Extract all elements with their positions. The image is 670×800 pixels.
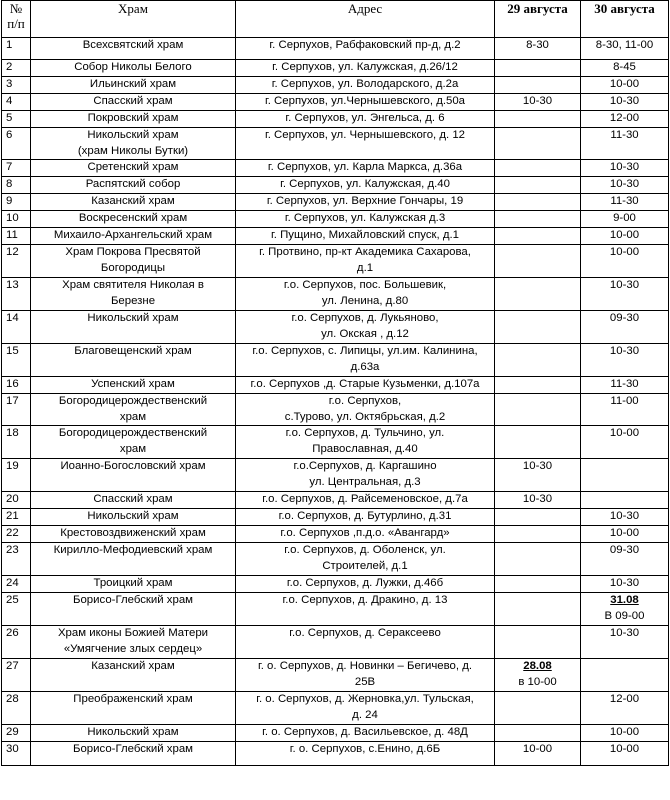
aug30-line: В 09-00 bbox=[604, 609, 645, 622]
cell-church bbox=[31, 177, 236, 194]
church-line: Березне bbox=[110, 294, 156, 307]
aug30-line: 31.08 bbox=[610, 594, 639, 607]
cell-address bbox=[236, 111, 495, 128]
cell-aug29 bbox=[495, 160, 581, 177]
address-line: г.о. Серпухов, bbox=[328, 395, 402, 408]
table-row bbox=[2, 94, 669, 111]
address-line: г. Серпухов, Рабфаковский пр-д, д.2 bbox=[269, 39, 461, 51]
church-line: Воскресенский храм bbox=[78, 212, 188, 225]
cell-aug29 bbox=[495, 394, 581, 426]
aug30-line: 9-00 bbox=[613, 212, 636, 225]
church-line: Казанский храм bbox=[91, 195, 175, 208]
address-line: г.о. Серпухов, д. Лужки, д.46б bbox=[286, 577, 444, 590]
church-line: Борисо-Глебский храм bbox=[72, 594, 193, 607]
cell-church bbox=[31, 194, 236, 211]
table-row bbox=[2, 426, 669, 459]
cell-address bbox=[236, 692, 495, 725]
cell-aug29 bbox=[495, 576, 581, 593]
cell-aug29 bbox=[495, 211, 581, 228]
header-address: Адрес bbox=[236, 1, 495, 38]
address-line: г. Пущино, Михайловский спуск, д.1 bbox=[271, 229, 459, 242]
church-line: Никольский храм bbox=[87, 312, 179, 325]
aug29-line: 8-30 bbox=[526, 39, 549, 51]
cell-aug29 bbox=[495, 344, 581, 377]
table-row bbox=[2, 194, 669, 211]
row-number: 7 bbox=[2, 160, 31, 177]
header-church: Храм bbox=[31, 1, 236, 38]
address-line: г.о. Серпухов, д. Сераксеево bbox=[289, 627, 441, 640]
row-number: 29 bbox=[2, 725, 31, 742]
cell-aug30 bbox=[581, 492, 669, 509]
address-line: г. Серпухов, ул. Карла Маркса, д.36а bbox=[267, 161, 463, 174]
aug30-line: 10-00 bbox=[609, 726, 640, 739]
cell-address bbox=[236, 426, 495, 459]
cell-aug30 bbox=[581, 211, 669, 228]
cell-address bbox=[236, 38, 495, 60]
table-row bbox=[2, 211, 669, 228]
table-row bbox=[2, 626, 669, 659]
cell-church bbox=[31, 394, 236, 426]
table-row bbox=[2, 526, 669, 543]
cell-address bbox=[236, 526, 495, 543]
address-line: ул. Центральная, д.3 bbox=[309, 475, 421, 488]
row-number: 14 bbox=[2, 311, 31, 344]
cell-aug29 bbox=[495, 228, 581, 245]
cell-address bbox=[236, 593, 495, 626]
cell-aug29 bbox=[495, 659, 581, 692]
cell-aug29 bbox=[495, 94, 581, 111]
church-line: Спасский храм bbox=[93, 95, 173, 107]
address-line: г.о. Серпухов, д. Дракино, д. 13 bbox=[282, 594, 448, 607]
aug29-line: 28.08 bbox=[523, 660, 552, 673]
cell-church bbox=[31, 526, 236, 543]
cell-address bbox=[236, 742, 495, 766]
header-aug29: 29 августа bbox=[495, 1, 581, 38]
address-line: д.1 bbox=[356, 261, 374, 274]
cell-church bbox=[31, 626, 236, 659]
cell-aug30 bbox=[581, 278, 669, 311]
table-row bbox=[2, 160, 669, 177]
aug30-line: 10-30 bbox=[609, 627, 640, 640]
table-row bbox=[2, 177, 669, 194]
cell-aug29 bbox=[495, 543, 581, 576]
row-number: 26 bbox=[2, 626, 31, 659]
church-line: Никольский храм bbox=[87, 510, 179, 523]
row-number: 27 bbox=[2, 659, 31, 692]
cell-church bbox=[31, 228, 236, 245]
aug29-line: 10-30 bbox=[522, 493, 553, 506]
address-line: г. Протвино, пр-кт Академика Сахарова, bbox=[259, 246, 471, 259]
table-row bbox=[2, 228, 669, 245]
address-line: г. Серпухов, ул. Энгельса, д. 6 bbox=[285, 112, 445, 124]
cell-address bbox=[236, 278, 495, 311]
row-number: 24 bbox=[2, 576, 31, 593]
church-line: Распятский собор bbox=[85, 178, 181, 191]
address-line: г. о. Серпухов, с.Енино, д.6Б bbox=[289, 743, 441, 756]
cell-address bbox=[236, 60, 495, 77]
cell-church bbox=[31, 77, 236, 94]
address-line: г.о. Серпухов, пос. Большевик, bbox=[283, 279, 447, 292]
table-row bbox=[2, 576, 669, 593]
cell-church bbox=[31, 38, 236, 60]
church-line: Михаило-Архангельский храм bbox=[53, 229, 213, 242]
church-line: Богородицерождественский bbox=[58, 427, 208, 440]
cell-address bbox=[236, 160, 495, 177]
church-line: Никольский храм bbox=[87, 726, 179, 739]
aug30-line: 10-30 bbox=[609, 345, 640, 358]
church-line: Храм Покрова Пресвятой bbox=[65, 246, 201, 259]
address-line: 25В bbox=[354, 675, 376, 688]
cell-aug29 bbox=[495, 509, 581, 526]
aug30-line: 10-30 bbox=[609, 95, 640, 107]
cell-address bbox=[236, 659, 495, 692]
aug30-line: 11-00 bbox=[610, 395, 639, 408]
cell-aug30 bbox=[581, 111, 669, 128]
aug29-line: 10-30 bbox=[522, 95, 553, 107]
cell-aug29 bbox=[495, 742, 581, 766]
address-line: г.о.Серпухов, д. Каргашино bbox=[293, 460, 437, 473]
cell-aug29 bbox=[495, 492, 581, 509]
cell-church bbox=[31, 160, 236, 177]
church-line: Покровский храм bbox=[87, 112, 179, 124]
church-line: Успенский храм bbox=[91, 378, 175, 391]
row-number: 12 bbox=[2, 245, 31, 278]
row-number: 10 bbox=[2, 211, 31, 228]
table-row bbox=[2, 60, 669, 77]
cell-aug29 bbox=[495, 311, 581, 344]
church-line: Благовещенский храм bbox=[74, 345, 192, 358]
table-row bbox=[2, 459, 669, 492]
schedule-table bbox=[1, 0, 669, 766]
row-number: 11 bbox=[2, 228, 31, 245]
row-number: 2 bbox=[2, 60, 31, 77]
church-line: Храм святителя Николая в bbox=[62, 279, 204, 292]
cell-address bbox=[236, 492, 495, 509]
cell-address bbox=[236, 177, 495, 194]
table-row bbox=[2, 38, 669, 60]
cell-address bbox=[236, 311, 495, 344]
table-row bbox=[2, 245, 669, 278]
row-number: 20 bbox=[2, 492, 31, 509]
cell-aug29 bbox=[495, 725, 581, 742]
cell-aug30 bbox=[581, 459, 669, 492]
cell-aug30 bbox=[581, 509, 669, 526]
cell-aug29 bbox=[495, 128, 581, 160]
address-line: г.о. Серпухов, с. Липицы, ул.им. Калинина, bbox=[252, 345, 478, 358]
church-line: Казанский храм bbox=[91, 660, 175, 673]
church-line: Борисо-Глебский храм bbox=[72, 743, 193, 756]
row-number: 16 bbox=[2, 377, 31, 394]
cell-address bbox=[236, 509, 495, 526]
cell-aug30 bbox=[581, 593, 669, 626]
table-row bbox=[2, 492, 669, 509]
address-line: ул. Ленина, д.80 bbox=[321, 294, 409, 307]
aug30-line: 10-00 bbox=[609, 527, 640, 540]
church-line: Богородицерождественский bbox=[58, 395, 208, 408]
cell-church bbox=[31, 111, 236, 128]
cell-aug30 bbox=[581, 128, 669, 160]
cell-aug29 bbox=[495, 692, 581, 725]
aug30-line: 8-30, 11-00 bbox=[595, 39, 654, 51]
table-row bbox=[2, 311, 669, 344]
cell-church bbox=[31, 426, 236, 459]
address-line: г. Серпухов, ул. Калужская д.3 bbox=[284, 212, 446, 225]
aug30-line: 12-00 bbox=[609, 693, 640, 706]
church-line: Храм иконы Божией Матери bbox=[57, 627, 209, 640]
aug30-line: 10-00 bbox=[609, 78, 640, 90]
cell-church bbox=[31, 245, 236, 278]
aug30-line: 10-00 bbox=[609, 743, 640, 756]
cell-aug30 bbox=[581, 742, 669, 766]
cell-church bbox=[31, 344, 236, 377]
church-line: Иоанно-Богословский храм bbox=[60, 460, 206, 473]
cell-address bbox=[236, 626, 495, 659]
cell-address bbox=[236, 228, 495, 245]
cell-address bbox=[236, 77, 495, 94]
row-number: 23 bbox=[2, 543, 31, 576]
address-line: д. 24 bbox=[352, 708, 378, 721]
row-number: 9 bbox=[2, 194, 31, 211]
aug29-line: в 10-00 bbox=[518, 675, 557, 688]
aug30-line: 10-00 bbox=[609, 229, 640, 242]
cell-aug30 bbox=[581, 543, 669, 576]
cell-aug30 bbox=[581, 692, 669, 725]
cell-aug30 bbox=[581, 60, 669, 77]
address-line: с.Турово, ул. Октябрьская, д.2 bbox=[284, 410, 446, 423]
row-number: 30 bbox=[2, 742, 31, 766]
cell-aug30 bbox=[581, 38, 669, 60]
cell-address bbox=[236, 245, 495, 278]
header-row bbox=[2, 1, 669, 38]
cell-church bbox=[31, 543, 236, 576]
aug30-line: 10-30 bbox=[609, 279, 640, 292]
cell-church bbox=[31, 725, 236, 742]
cell-aug30 bbox=[581, 426, 669, 459]
table-row bbox=[2, 111, 669, 128]
aug30-line: 11-30 bbox=[610, 378, 639, 391]
cell-aug30 bbox=[581, 377, 669, 394]
table-row bbox=[2, 725, 669, 742]
cell-aug30 bbox=[581, 659, 669, 692]
cell-aug29 bbox=[495, 626, 581, 659]
address-line: г. Серпухов, ул.Чернышевского, д.50а bbox=[264, 95, 466, 107]
cell-aug30 bbox=[581, 725, 669, 742]
cell-aug29 bbox=[495, 60, 581, 77]
table-row bbox=[2, 344, 669, 377]
cell-aug29 bbox=[495, 111, 581, 128]
aug30-line: 10-30 bbox=[609, 178, 640, 191]
address-line: г. о. Серпухов, д. Жерновка,ул. Тульская, bbox=[256, 693, 474, 706]
church-line: Ильинский храм bbox=[89, 78, 177, 90]
address-line: г.о. Серпухов ,д. Старые Кузьменки, д.107а bbox=[250, 378, 480, 391]
address-line: г.о. Серпухов, д. Лукьяново, bbox=[291, 312, 439, 325]
table-row bbox=[2, 543, 669, 576]
cell-church bbox=[31, 211, 236, 228]
table-row bbox=[2, 509, 669, 526]
church-line: Спасский храм bbox=[93, 493, 173, 506]
cell-aug30 bbox=[581, 245, 669, 278]
table-row bbox=[2, 377, 669, 394]
table-row bbox=[2, 692, 669, 725]
church-line: Никольский храм bbox=[87, 129, 179, 141]
church-line: храм bbox=[119, 442, 147, 455]
address-line: г. Серпухов, ул. Чернышевского, д. 12 bbox=[264, 129, 466, 141]
cell-address bbox=[236, 128, 495, 160]
row-number: 15 bbox=[2, 344, 31, 377]
cell-aug29 bbox=[495, 38, 581, 60]
cell-aug29 bbox=[495, 459, 581, 492]
cell-aug30 bbox=[581, 394, 669, 426]
cell-address bbox=[236, 344, 495, 377]
address-line: г. о. Серпухов, д. Васильевское, д. 48Д bbox=[262, 726, 468, 739]
cell-church bbox=[31, 509, 236, 526]
cell-church bbox=[31, 128, 236, 160]
church-line: Крестовоздвиженский храм bbox=[60, 527, 206, 540]
aug30-line: 09-30 bbox=[609, 312, 640, 325]
address-line: г.о. Серпухов, д. Бутурлино, д.31 bbox=[278, 510, 452, 523]
cell-address bbox=[236, 394, 495, 426]
row-number: 13 bbox=[2, 278, 31, 311]
church-line: Троицкий храм bbox=[93, 577, 173, 590]
aug29-line: 10-30 bbox=[522, 460, 553, 473]
aug30-line: 10-00 bbox=[609, 246, 640, 259]
row-number: 18 bbox=[2, 426, 31, 459]
cell-address bbox=[236, 576, 495, 593]
cell-aug30 bbox=[581, 526, 669, 543]
cell-church bbox=[31, 492, 236, 509]
header-aug30: 30 августа bbox=[581, 1, 669, 38]
table-row bbox=[2, 128, 669, 160]
cell-address bbox=[236, 194, 495, 211]
row-number: 4 bbox=[2, 94, 31, 111]
table-row bbox=[2, 742, 669, 766]
address-line: г.о. Серпухов, д. Оболенск, ул. bbox=[284, 544, 446, 557]
address-line: г. Серпухов, ул. Володарского, д.2а bbox=[271, 78, 459, 90]
cell-church bbox=[31, 377, 236, 394]
header-num: № п/п bbox=[2, 1, 31, 38]
aug30-line: 10-30 bbox=[609, 577, 640, 590]
cell-church bbox=[31, 278, 236, 311]
cell-aug29 bbox=[495, 77, 581, 94]
cell-church bbox=[31, 60, 236, 77]
address-line: г.о. Серпухов, д. Тульчино, ул. bbox=[285, 427, 445, 440]
row-number: 19 bbox=[2, 459, 31, 492]
cell-address bbox=[236, 211, 495, 228]
table-row bbox=[2, 593, 669, 626]
cell-address bbox=[236, 459, 495, 492]
aug30-line: 11-30 bbox=[610, 195, 639, 208]
church-line: Собор Николы Белого bbox=[74, 61, 192, 73]
church-line: Всехсвятский храм bbox=[82, 39, 184, 51]
cell-aug30 bbox=[581, 194, 669, 211]
aug30-line: 10-30 bbox=[609, 161, 640, 174]
table-row bbox=[2, 394, 669, 426]
cell-aug30 bbox=[581, 77, 669, 94]
aug30-line: 12-00 bbox=[609, 112, 640, 124]
table-row bbox=[2, 659, 669, 692]
address-line: Строителей, д.1 bbox=[322, 559, 408, 572]
cell-aug30 bbox=[581, 94, 669, 111]
cell-aug30 bbox=[581, 344, 669, 377]
cell-address bbox=[236, 94, 495, 111]
cell-aug29 bbox=[495, 177, 581, 194]
cell-church bbox=[31, 94, 236, 111]
church-line: (храм Николы Бутки) bbox=[77, 144, 189, 157]
cell-aug29 bbox=[495, 377, 581, 394]
row-number: 8 bbox=[2, 177, 31, 194]
aug30-line: 11-30 bbox=[610, 129, 639, 141]
row-number: 6 bbox=[2, 128, 31, 160]
row-number: 1 bbox=[2, 38, 31, 60]
church-line: Богородицы bbox=[100, 261, 166, 274]
row-number: 21 bbox=[2, 509, 31, 526]
address-line: г. Серпухов, ул. Калужская, д.26/12 bbox=[272, 61, 458, 73]
cell-aug29 bbox=[495, 593, 581, 626]
cell-church bbox=[31, 576, 236, 593]
row-number: 17 bbox=[2, 394, 31, 426]
aug30-line: 8-45 bbox=[613, 61, 636, 73]
cell-address bbox=[236, 543, 495, 576]
address-line: ул. Окская , д.12 bbox=[321, 327, 409, 340]
cell-aug29 bbox=[495, 526, 581, 543]
address-line: г. о. Серпухов, д. Новинки – Бегичево, д. bbox=[257, 660, 473, 673]
address-line: г.о. Серпухов ,п.д.о. «Авангард» bbox=[280, 527, 450, 540]
cell-aug30 bbox=[581, 626, 669, 659]
cell-aug30 bbox=[581, 177, 669, 194]
table-row bbox=[2, 278, 669, 311]
aug30-line: 10-00 bbox=[609, 427, 640, 440]
cell-aug30 bbox=[581, 228, 669, 245]
cell-aug30 bbox=[581, 576, 669, 593]
cell-aug29 bbox=[495, 194, 581, 211]
cell-church bbox=[31, 459, 236, 492]
address-line: д.63а bbox=[350, 360, 380, 373]
address-line: г. Серпухов, ул. Калужская, д.40 bbox=[280, 178, 450, 191]
cell-address bbox=[236, 377, 495, 394]
aug30-line: 10-30 bbox=[609, 510, 640, 523]
cell-church bbox=[31, 593, 236, 626]
church-line: Преображенский храм bbox=[73, 693, 193, 706]
address-line: г. Серпухов, ул. Верхние Гончары, 19 bbox=[266, 195, 464, 208]
row-number: 22 bbox=[2, 526, 31, 543]
church-line: Кирилло-Мефодиевский храм bbox=[53, 544, 213, 557]
address-line: Православная, д.40 bbox=[312, 442, 418, 455]
church-line: храм bbox=[119, 410, 147, 423]
cell-church bbox=[31, 311, 236, 344]
aug30-line: 09-30 bbox=[609, 544, 640, 557]
row-number: 28 bbox=[2, 692, 31, 725]
address-line: г.о. Серпухов, д. Райсеменовское, д.7а bbox=[262, 493, 468, 506]
cell-aug30 bbox=[581, 311, 669, 344]
cell-church bbox=[31, 659, 236, 692]
row-number: 25 bbox=[2, 593, 31, 626]
cell-aug29 bbox=[495, 278, 581, 311]
cell-aug29 bbox=[495, 245, 581, 278]
church-line: «Умягчение злых сердец» bbox=[63, 642, 203, 655]
cell-aug30 bbox=[581, 160, 669, 177]
cell-church bbox=[31, 692, 236, 725]
cell-address bbox=[236, 725, 495, 742]
aug29-line: 10-00 bbox=[522, 743, 553, 756]
cell-aug29 bbox=[495, 426, 581, 459]
church-line: Сретенский храм bbox=[87, 161, 179, 174]
row-number: 3 bbox=[2, 77, 31, 94]
table-row bbox=[2, 77, 669, 94]
row-number: 5 bbox=[2, 111, 31, 128]
cell-church bbox=[31, 742, 236, 766]
